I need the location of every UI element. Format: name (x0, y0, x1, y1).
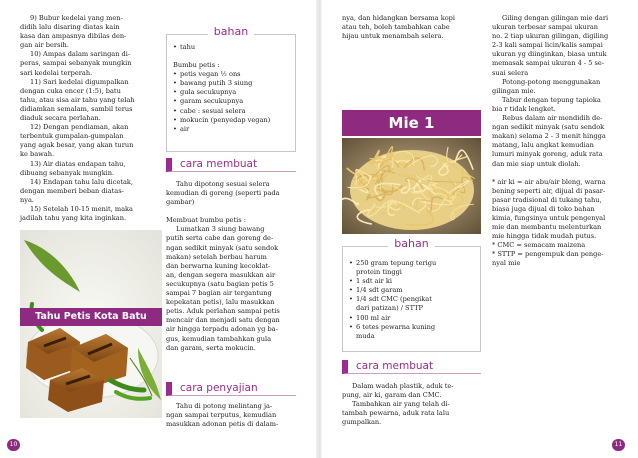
spacer (166, 207, 296, 216)
bahan-box-right (342, 237, 481, 352)
list-item (349, 259, 475, 277)
text-line: dan mie siap untuk diolah. (492, 159, 581, 168)
text-line: secukupnya (satu bagian petis 5 (166, 279, 274, 288)
list-item-line: dari patizan) / STTP (356, 304, 423, 313)
text-line: Tabur dengan tepung tapioka (502, 95, 601, 104)
page-number-right: 11 (612, 439, 625, 451)
text-line: kemudian di goreng (seperti pada (166, 189, 280, 198)
text-line: Lumatkan 3 siung bawang (176, 225, 265, 234)
text-line: kasa dan ampasnya dibilas den- (20, 32, 127, 41)
list-item-line: protein tinggi (356, 268, 402, 277)
text-line: diaduk secara perlahan. (20, 114, 101, 123)
list-item: • garam secukupnya (173, 97, 291, 106)
text-line: petis. Aduk perlahan sampai petis (166, 307, 280, 316)
list-item: • mokucin (penyedap vegan) (173, 116, 291, 125)
text-line: Giling dengan gilingan mie dari (502, 14, 609, 22)
list-item (349, 277, 475, 286)
text-line: dengan cuka encer (1:5), batu (20, 86, 121, 95)
text-line: nya. (20, 195, 34, 204)
cara-membuat-text (166, 180, 296, 353)
steps-column (20, 14, 159, 223)
text-line: * air ki = air abu/air bleng, warna (492, 177, 606, 186)
tahu-petis-photo (20, 230, 162, 418)
text-line: mie hingga tidak mudah putus. (492, 232, 597, 241)
text-line: bening seperti air, dijual di pasar- (492, 186, 606, 195)
text-line: matang, lalu angkat kemudian (492, 141, 594, 150)
text-line: memasak sampai ukuran 4 - 5 se- (492, 59, 605, 68)
text-line: mencair dan menjadi satu dengan (166, 316, 280, 325)
text-line: didiamkan semalam, sambil terus (20, 104, 133, 113)
text-line: hijau untuk menambah selera. (342, 32, 444, 41)
list-item (349, 314, 475, 323)
text-line: Tahu dipotong sesuai selera (176, 180, 270, 188)
text-line: * CMC = semacam maizena (492, 241, 586, 250)
bahan-list-right (349, 259, 475, 341)
text-line: ngan sedikit minyak (satu sendok (166, 243, 279, 252)
text-line: 2-3 kali sampai licin/kalis sampai (492, 41, 603, 50)
text-line: terbentuk gumpalan-gumpalan (20, 132, 124, 141)
text-line: pung, air ki, garam dan CMC. (342, 391, 442, 400)
text-line: ngan sampai terputus, kemudian (166, 411, 277, 420)
text-line: Tambahkan air yang telah di- (352, 400, 450, 409)
cara-membuat-text-right (342, 382, 481, 427)
list-item-line: • 1/4 sdt garam (356, 286, 403, 295)
text-line: bia r tidak lengket. (492, 104, 556, 113)
bumbu-list (173, 70, 291, 134)
text-line: Potong-potong menggunakan (502, 77, 601, 86)
text-line: 14) Endapan tahu lalu dicetak, (30, 177, 134, 186)
text-line: Tahu di potong melintang ja- (176, 402, 273, 410)
list-item: • petis vegan ½ ons (173, 70, 291, 79)
text-line: ukuran terbesar sampai ukuran (492, 23, 599, 32)
list-item-line: • 250 gram tepung terigu (356, 259, 437, 267)
text-line: biasa juga dijual di toko bahan (492, 204, 595, 213)
cara-penyajian-heading: cara penyajian (166, 382, 296, 396)
text-line: ngan sedikit minyak (satu sendok (492, 123, 605, 132)
text-line: gumpalkan. (342, 418, 382, 427)
text-line: 11) Sari kedelai digumpalkan (30, 77, 129, 86)
text-line: makan) setelah berbau harum (166, 252, 267, 261)
text-line: ke bawah. (20, 150, 55, 159)
cara-membuat-heading-right: cara membuat (342, 360, 481, 374)
text-line: nyal mie (492, 259, 521, 268)
text-line: gus, kemudian tambahkan gula (166, 334, 272, 343)
text-line: putih serta cabe dan goreng de- (166, 234, 274, 243)
text-line: Dalam wadah plastik, aduk te- (352, 382, 454, 390)
text-line: 15) Setelah 10-15 menit, maka (30, 204, 133, 213)
text-line: no. 2 tiap ukuran gilingan, digiling (492, 32, 609, 41)
right-column-text (492, 14, 622, 269)
text-line: gilingan mie. (492, 86, 536, 95)
text-line: Rebus dalam air mendidih de- (502, 114, 603, 123)
text-line: peras, sampai sebanyak mungkin (20, 59, 132, 68)
text-line: 12) Dengan pendiaman, akan (30, 123, 129, 132)
text-line: yang agak besar, yang akan turun (20, 141, 134, 150)
text-line: gan air bersih. (20, 41, 69, 50)
text-line: tahu, atau sisa air tahu yang telah (20, 95, 135, 104)
text-line: kimia, fungsinya untuk pengenyal (492, 213, 606, 222)
list-item: • tahu (173, 43, 291, 52)
text-line: dan garam, serta mokucin. (166, 343, 256, 352)
text-line: tambah pewarna, aduk rata lalu (342, 409, 450, 418)
list-item-line: • 100 ml air (356, 313, 391, 322)
mie-photo (342, 138, 481, 234)
text-line: lumuri minyak goreng, aduk rata (492, 150, 603, 159)
text-line: didih lalu disaring diatas kain (20, 23, 120, 32)
cara-membuat-heading: cara membuat (166, 158, 296, 172)
text-line: ukuran yg diinginkan, biasa untuk (492, 50, 607, 59)
bahan-box-left (166, 25, 296, 152)
text-line: pasar tradisional di tukang tahu, (492, 195, 602, 204)
bahan-list (173, 43, 291, 52)
text-line: air hingga terpadu adonan yg ba- (166, 325, 278, 334)
list-item: • bawang putih 3 siung (173, 79, 291, 88)
text-line: masukkan adonan petis di dalam- (166, 420, 279, 429)
list-item (349, 323, 475, 341)
text-line: kepekatan petis), lalu masukkan (166, 298, 275, 307)
text-line: * STTP = pengempuk dan penge- (492, 250, 604, 259)
text-line: makan) selama 2 - 3 menit hingga (492, 132, 606, 141)
text-line: mie dan membantu melenturkan (492, 223, 602, 232)
page-number-left: 10 (7, 439, 20, 451)
cara-penyajian-text (166, 402, 296, 429)
photo-caption-banner: Tahu Petis Kota Batu (20, 308, 162, 326)
list-item-line: • 1/4 sdt CMC (pengikat (356, 295, 432, 304)
text-line: nya, dan hidangkan bersama kopi (342, 14, 455, 22)
recipe-title-banner: Mie 1 (342, 110, 481, 136)
list-item: • air (173, 125, 291, 134)
bahan-heading-right: bahan (343, 237, 480, 250)
page-left (0, 0, 318, 458)
text-line: suai selera (492, 68, 529, 77)
list-item: • cabe : sesuai selera (173, 107, 291, 116)
spacer (492, 169, 622, 178)
text-line: 13) Air diatas endapan tahu, (30, 159, 126, 168)
list-item-line: • 6 tetes pewarna kuning (356, 322, 436, 331)
list-item: • gula secukupnya (173, 88, 291, 97)
text-line: Membuat bumbu petis : (166, 216, 246, 225)
continuation-text (342, 14, 481, 41)
list-item (349, 286, 475, 295)
text-line: sampai 7 bagian air tergantung (166, 289, 272, 298)
page-right (320, 0, 638, 458)
text-line: jadilah tahu yang kita inginkan. (20, 214, 127, 223)
list-item-line: • 1 sdt air ki (356, 277, 393, 286)
text-line: dengan memberi beban diatas- (20, 186, 124, 195)
text-line: 9) Bubur kedelai yang men- (30, 14, 123, 22)
bahan-heading: bahan (167, 25, 295, 38)
text-line: 10) Ampas dalam saringan di- (30, 50, 131, 59)
text-line: atau teh, boleh tambahkan cabe (342, 23, 450, 32)
text-line: an, dengan segera masukkan air (166, 270, 276, 279)
list-item (349, 295, 475, 313)
text-line: dibuang sebanyak mungkin. (20, 168, 115, 177)
text-line: dan berwarna kuning kecoklat- (166, 261, 271, 270)
text-line: sari kedelai terperah. (20, 68, 93, 77)
bumbu-label: Bumbu petis : (173, 61, 220, 70)
list-item-line: muda (356, 331, 375, 340)
text-line: gambar) (166, 198, 195, 207)
